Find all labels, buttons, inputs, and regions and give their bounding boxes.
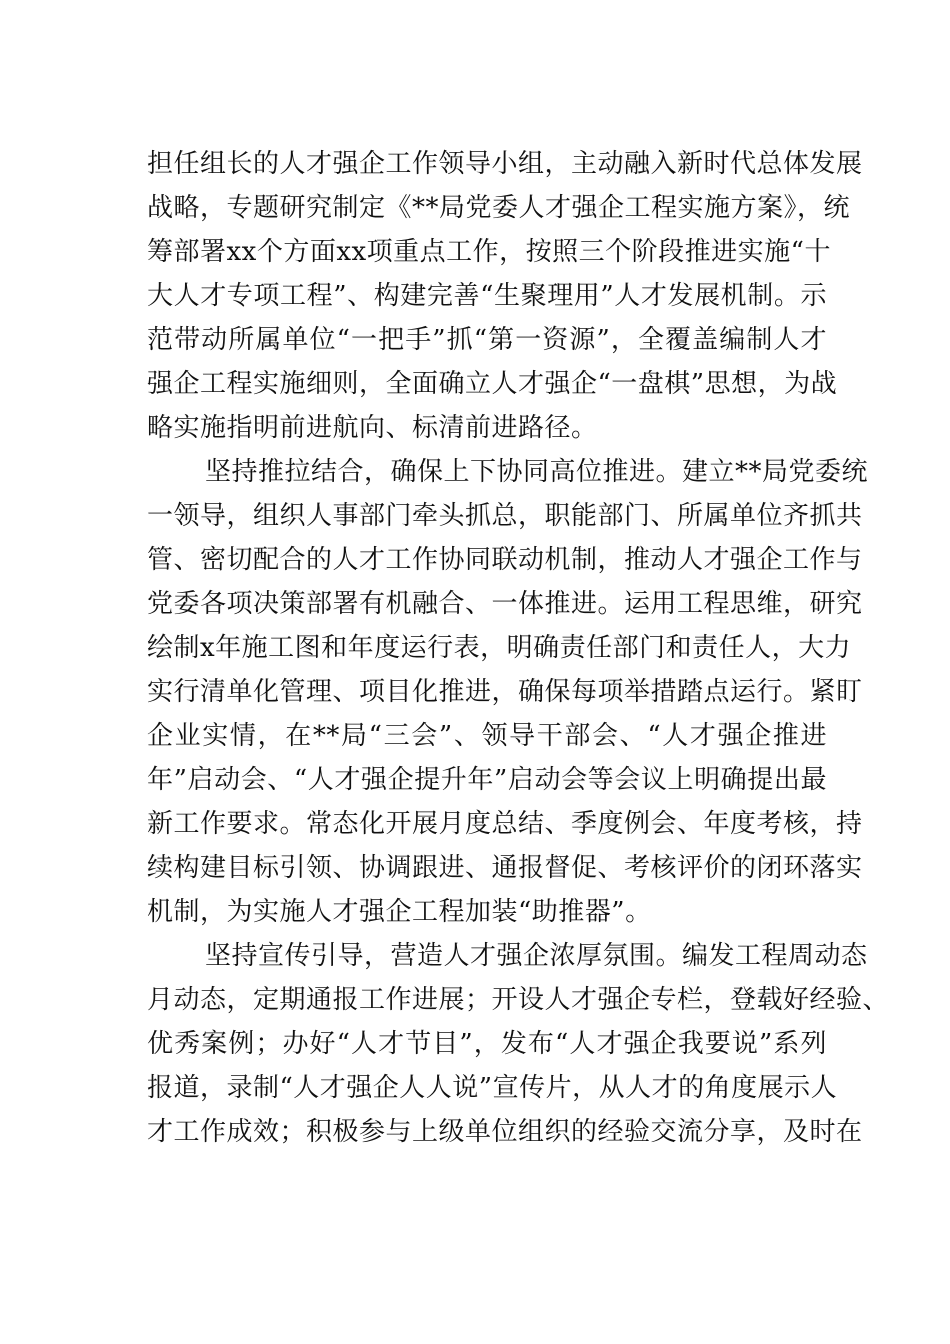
paragraph-1-line-4: 大人才专项工程”、构建完善“生聚理用”人才发展机制。示	[147, 281, 827, 311]
paragraph-2-line-6: 实行清单化管理、项目化推进，确保每项举措踏点运行。紧盯	[147, 677, 863, 707]
paragraph-2-line-1: 坚持推拉结合，确保上下协同高位推进。建立**局党委统	[205, 457, 869, 487]
paragraph-2-line-11: 机制，为实施人才强企工程加装“助推器”。	[147, 897, 652, 927]
paragraph-3-line-4: 报道，录制“人才强企人人说”宣传片，从人才的角度展示人	[147, 1073, 838, 1103]
paragraph-1-line-1: 担任组长的人才强企工作领导小组，主动融入新时代总体发展	[147, 149, 863, 179]
paragraph-1-line-7: 略实施指明前进航向、标清前进路径。	[147, 413, 598, 443]
paragraph-2-line-9: 新工作要求。常态化开展月度总结、季度例会、年度考核，持	[147, 809, 863, 839]
paragraph-3-line-5: 才工作成效；积极参与上级单位组织的经验交流分享，及时在	[147, 1117, 863, 1147]
paragraph-1-line-5: 范带动所属单位“一把手”抓“第一资源”，全覆盖编制人才	[147, 325, 827, 355]
paragraph-3-line-3: 优秀案例；办好“人才节目”，发布“人才强企我要说”系列	[147, 1029, 827, 1059]
paragraph-2-line-10: 续构建目标引领、协调跟进、通报督促、考核评价的闭环落实	[147, 853, 863, 883]
paragraph-1-line-2: 战略，专题研究制定《**局党委人才强企工程实施方案》，统	[147, 193, 851, 223]
paragraph-1-line-3: 筹部署xx个方面xx项重点工作，按照三个阶段推进实施“十	[147, 237, 831, 267]
paragraph-2-line-8: 年”启动会、“人才强企提升年”启动会等会议上明确提出最	[147, 765, 827, 795]
paragraph-3-line-2: 月动态，定期通报工作进展；开设人才强企专栏，登载好经验、	[147, 985, 890, 1015]
paragraph-2-line-2: 一领导，组织人事部门牵头抓总，职能部门、所属单位齐抓共	[147, 501, 863, 531]
paragraph-2-line-5: 绘制x年施工图和年度运行表，明确责任部门和责任人，大力	[147, 633, 852, 663]
paragraph-2-line-3: 管、密切配合的人才工作协同联动机制，推动人才强企工作与	[147, 545, 863, 575]
paragraph-1-line-6: 强企工程实施细则，全面确立人才强企“一盘棋”思想，为战	[147, 369, 838, 399]
paragraph-3-line-1: 坚持宣传引导，营造人才强企浓厚氛围。编发工程周动态	[205, 941, 868, 971]
paragraph-2-line-7: 企业实情，在**局“三会”、领导干部会、“人才强企推进	[147, 721, 827, 751]
paragraph-2-line-4: 党委各项决策部署有机融合、一体推进。运用工程思维，研究	[147, 589, 863, 619]
document-body	[147, 142, 890, 1154]
